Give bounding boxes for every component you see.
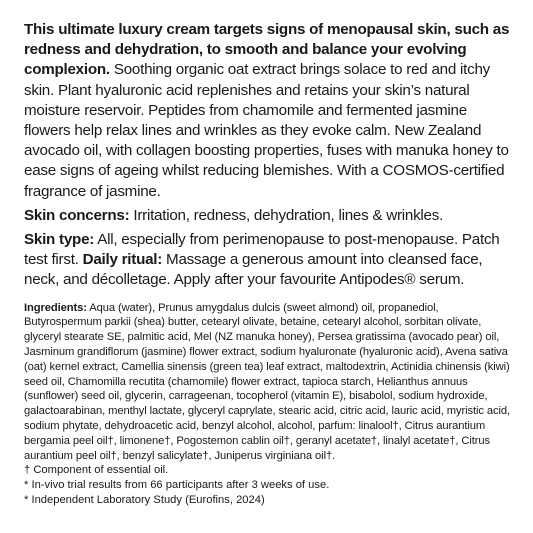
ingredients-list	[24, 301, 516, 464]
ingredients-text: Aqua (water), Prunus amygdalus dulcis (sweet almond) oil, propanediol, Butyrospermum parkii (shea) butter, cetearyl olivate, betaine, cetearyl alcohol, sorbitan olivate, glyceryl stearate SE, palmitic acid, Mel (NZ manuka honey), Persea gratissima (avocado pear) oil, Jasminum grandiflorum (jasmine) flower extract, sodium hyaluronate (hyaluronic acid), Avena sativa (oat) kernel extract, Camellia sinensis (green tea) leaf extract, maltodextrin, Actinidia chinensis (kiwi) seed oil, Chamomilla recutita (chamomile) flower extract, tapioca starch, Helianthus annuus (sunflower) seed oil, glycerin, carrageenan, tocopherol (vitamin E), bisabolol, sodium hydroxide, galactoarabinan, menthyl lactate, glyceryl caprylate, stearic acid, citric acid, lauric acid, myristic acid, sodium phytate, dehydroacetic acid, benzyl alcohol, alcohol, parfum: linalool†, Citrus aurantium bergamia peel oil†, limonene†, Pogostemon cablin oil†, geranyl acetate†, linalyl acetate†, Citrus aurantium peel oil†, benzyl salicylate†, Juniperus virginiana oil†.	[24, 301, 511, 462]
skin-type-text: All, especially from perimenopause to post-menopause. Patch test first.	[24, 231, 500, 269]
ingredients-label: Ingredients:	[24, 301, 87, 314]
intro-headline: This ultimate luxury cream targets signs of menopausal skin, such as redness and dehydration, to smooth and balance your evolving complexion.	[24, 21, 510, 79]
skin-concerns-text: Irritation, redness, dehydration, lines & wrinkles.	[129, 206, 444, 224]
daily-ritual-text: Massage a generous amount into cleansed face, neck, and décolletage. Apply after your favourite Antipodes® serum.	[24, 251, 483, 289]
footnotes	[24, 463, 516, 507]
daily-ritual-label: Daily ritual:	[82, 251, 163, 269]
skin-concerns-label: Skin concerns:	[24, 206, 130, 224]
skin-concerns	[24, 206, 516, 226]
intro-paragraph	[24, 20, 516, 202]
skin-type-and-ritual	[24, 230, 516, 291]
skin-type-label: Skin type:	[24, 231, 95, 249]
footnote-in-vivo-trial: * In-vivo trial results from 66 participants after 3 weeks of use.	[24, 479, 330, 492]
product-description	[24, 20, 516, 508]
footnote-essential-oil: † Component of essential oil.	[24, 464, 169, 477]
intro-body: Soothing organic oat extract brings solace to red and itchy skin. Plant hyaluronic acid replenishes and retains your skin’s natural moisture reservoir. Peptides from chamomile and fermented jasmine flowers help relax lines and wrinkles as they evoke calm. New Zealand avocado oil, with collagen boosting properties, fuses with manuka honey to ease signs of ageing whilst reducing blemishes. With a COSMOS-certified fragrance of jasmine.	[24, 61, 509, 200]
footnote-lab-study: * Independent Laboratory Study (Eurofins, 2024)	[24, 494, 265, 506]
